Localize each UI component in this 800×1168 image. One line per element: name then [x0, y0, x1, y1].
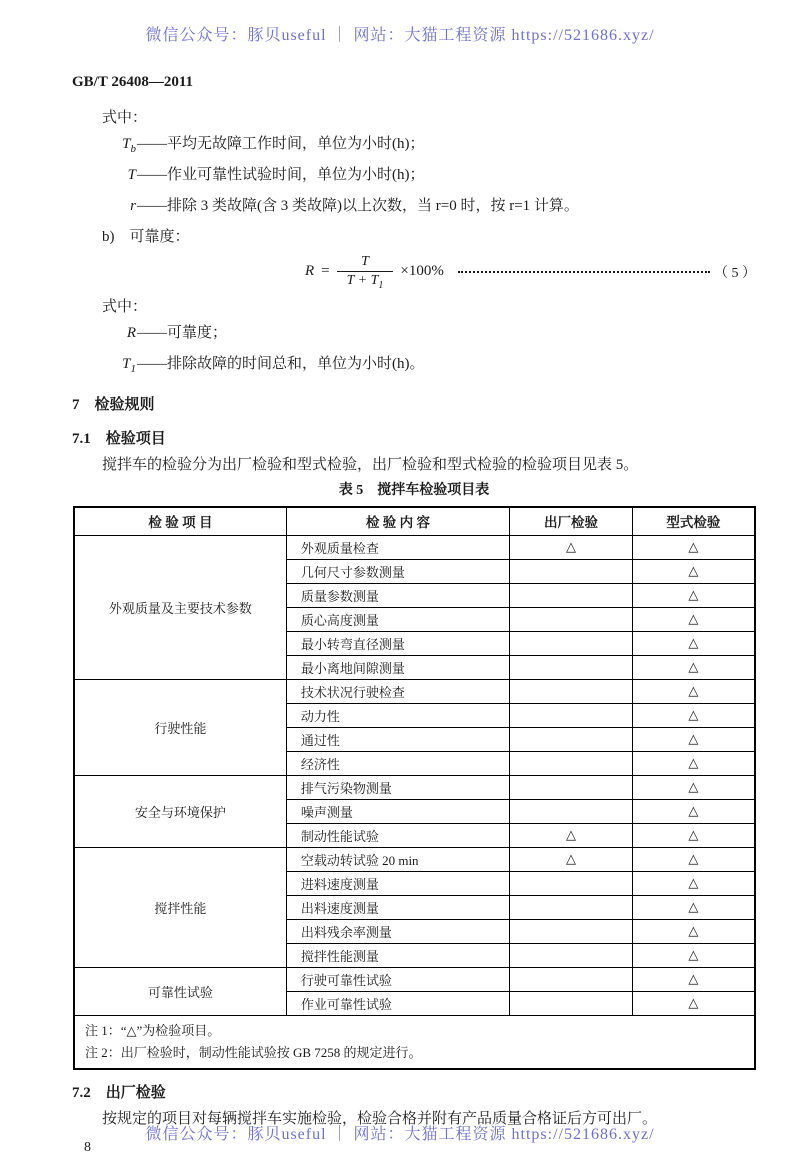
section-7-2-title: 7.2 出厂检验: [72, 1084, 166, 1101]
type-inspection-mark-cell: △: [632, 799, 755, 823]
symbol-definition: [72, 320, 756, 351]
inspection-content-cell: 质量参数测量: [286, 583, 509, 607]
type-inspection-mark-cell: △: [632, 703, 755, 727]
symbol: T: [127, 167, 136, 183]
section-7-2-text: 按规定的项目对每辆搅拌车实施检验，检验合格并附有产品质量合格证后方可出厂。: [102, 1110, 658, 1127]
symbol-definition: [72, 162, 756, 193]
inspection-content-cell: 动力性: [286, 703, 509, 727]
table-row: [74, 775, 755, 799]
fraction-numerator: T: [361, 253, 369, 269]
factory-inspection-mark-cell: [510, 583, 633, 607]
type-inspection-mark-cell: △: [632, 607, 755, 631]
section-7-1-text: 搅拌车的检验分为出厂检验和型式检验，出厂检验和型式检验的检验项目见表 5。: [102, 457, 639, 473]
type-inspection-mark-cell: △: [632, 847, 755, 871]
inspection-content-cell: 通过性: [286, 727, 509, 751]
where-label-1: 式中：: [102, 110, 148, 126]
section-7-title: 7 检验规则: [72, 397, 155, 413]
factory-inspection-mark-cell: △: [510, 847, 633, 871]
table-row: [74, 847, 755, 871]
inspection-table: [73, 506, 756, 1070]
table-header-row: [74, 507, 755, 535]
factory-inspection-mark-cell: [510, 703, 633, 727]
type-inspection-mark-cell: △: [632, 679, 755, 703]
inspection-content-cell: 外观质量检查: [286, 535, 509, 559]
factory-inspection-mark-cell: [510, 727, 633, 751]
inspection-item-cell: 安全与环境保护: [74, 775, 286, 847]
inspection-content-cell: 经济性: [286, 751, 509, 775]
factory-inspection-mark-cell: [510, 919, 633, 943]
symbol-definition-text: ——排除 3 类故障(含 3 类故障)以上次数，当 r=0 时，按 r=1 计算。: [137, 198, 579, 214]
column-header-item: 检 验 项 目: [74, 507, 286, 535]
reliability-formula: [72, 250, 756, 294]
watermark-bottom: 微信公众号：豚贝useful ｜ 网站：大猫工程资源 https://521686.xyz/: [145, 1126, 655, 1143]
table-row: [74, 679, 755, 703]
type-inspection-mark-cell: △: [632, 655, 755, 679]
type-inspection-mark-cell: △: [632, 991, 755, 1015]
inspection-content-cell: 行驶可靠性试验: [286, 967, 509, 991]
type-inspection-mark-cell: △: [632, 895, 755, 919]
factory-inspection-mark-cell: [510, 799, 633, 823]
symbol-definition-text: ——可靠度；: [137, 325, 228, 341]
fraction: [337, 254, 394, 291]
table-row: [74, 535, 755, 559]
inspection-content-cell: 几何尺寸参数测量: [286, 559, 509, 583]
symbol-definition-text: ——平均无故障工作时间，单位为小时(h)；: [137, 136, 425, 152]
formula-expression: [305, 254, 444, 291]
type-inspection-mark-cell: △: [632, 727, 755, 751]
type-inspection-mark-cell: △: [632, 943, 755, 967]
factory-inspection-mark-cell: [510, 895, 633, 919]
type-inspection-mark-cell: △: [632, 775, 755, 799]
column-header-content: 检 验 内 容: [286, 507, 509, 535]
table-notes-row: [74, 1015, 755, 1069]
factory-inspection-mark-cell: △: [510, 823, 633, 847]
formula-lhs: R: [305, 263, 315, 280]
inspection-content-cell: 技术状况行驶检查: [286, 679, 509, 703]
type-inspection-mark-cell: △: [632, 751, 755, 775]
factory-inspection-mark-cell: [510, 967, 633, 991]
factory-inspection-mark-cell: [510, 607, 633, 631]
equation-number: （ 5 ）: [714, 266, 756, 281]
symbol: $T_1$: [122, 356, 136, 375]
inspection-content-cell: 出料速度测量: [286, 895, 509, 919]
factory-inspection-mark-cell: △: [510, 535, 633, 559]
inspection-content-cell: 排气污染物测量: [286, 775, 509, 799]
section-7-1-title: 7.1 检验项目: [72, 431, 166, 447]
formula-suffix: ×100%: [400, 263, 444, 280]
page-number: 8: [84, 1139, 91, 1155]
column-header-type: 型式检验: [632, 507, 755, 535]
doc-number: GB/T 26408—2011: [72, 74, 193, 90]
symbol-definition: [72, 351, 756, 382]
dotted-leader: [458, 271, 710, 273]
factory-inspection-mark-cell: [510, 631, 633, 655]
table-note-1: 注 1：“△”为检验项目。: [85, 1022, 221, 1038]
list-item-b: b) 可靠度：: [102, 229, 190, 245]
equals-sign: =: [321, 263, 330, 280]
where-label-2: 式中：: [102, 299, 148, 315]
type-inspection-mark-cell: △: [632, 919, 755, 943]
type-inspection-mark-cell: △: [632, 583, 755, 607]
inspection-content-cell: 噪声测量: [286, 799, 509, 823]
inspection-item-cell: 行驶性能: [74, 679, 286, 775]
type-inspection-mark-cell: △: [632, 871, 755, 895]
table-row: [74, 967, 755, 991]
type-inspection-mark-cell: △: [632, 823, 755, 847]
inspection-content-cell: 空载动转试验 20 min: [286, 847, 509, 871]
inspection-item-cell: 搅拌性能: [74, 847, 286, 967]
factory-inspection-mark-cell: [510, 991, 633, 1015]
symbol: $T_b$: [122, 136, 136, 155]
factory-inspection-mark-cell: [510, 559, 633, 583]
symbol: r: [130, 198, 136, 214]
factory-inspection-mark-cell: [510, 775, 633, 799]
page-content: [72, 74, 756, 1156]
inspection-content-cell: 进料速度测量: [286, 871, 509, 895]
inspection-item-cell: 外观质量及主要技术参数: [74, 535, 286, 679]
type-inspection-mark-cell: △: [632, 535, 755, 559]
inspection-content-cell: 作业可靠性试验: [286, 991, 509, 1015]
inspection-item-cell: 可靠性试验: [74, 967, 286, 1015]
factory-inspection-mark-cell: [510, 943, 633, 967]
inspection-content-cell: 质心高度测量: [286, 607, 509, 631]
fraction-denominator: $T + T_1$: [337, 271, 394, 291]
inspection-content-cell: 制动性能试验: [286, 823, 509, 847]
factory-inspection-mark-cell: [510, 655, 633, 679]
symbol: R: [126, 325, 136, 341]
factory-inspection-mark-cell: [510, 871, 633, 895]
type-inspection-mark-cell: △: [632, 631, 755, 655]
table-caption: 表 5 搅拌车检验项目表: [338, 483, 490, 498]
inspection-content-cell: 出料残余率测量: [286, 919, 509, 943]
watermark-top: 微信公众号：豚贝useful ｜ 网站：大猫工程资源 https://521686.xyz/: [145, 27, 655, 44]
inspection-content-cell: 最小离地间隙测量: [286, 655, 509, 679]
column-header-factory: 出厂检验: [510, 507, 633, 535]
symbol-definition-text: ——排除故障的时间总和，单位为小时(h)。: [137, 356, 425, 372]
factory-inspection-mark-cell: [510, 679, 633, 703]
inspection-content-cell: 搅拌性能测量: [286, 943, 509, 967]
symbol-definition-text: ——作业可靠性试验时间，单位为小时(h)；: [137, 167, 425, 183]
type-inspection-mark-cell: △: [632, 967, 755, 991]
factory-inspection-mark-cell: [510, 751, 633, 775]
table-notes-cell: [74, 1015, 755, 1069]
symbol-definition: [72, 193, 756, 224]
symbol-definition: [72, 131, 756, 162]
table-note-2: 注 2：出厂检验时，制动性能试验按 GB 7258 的规定进行。: [85, 1044, 422, 1060]
type-inspection-mark-cell: △: [632, 559, 755, 583]
inspection-content-cell: 最小转弯直径测量: [286, 631, 509, 655]
